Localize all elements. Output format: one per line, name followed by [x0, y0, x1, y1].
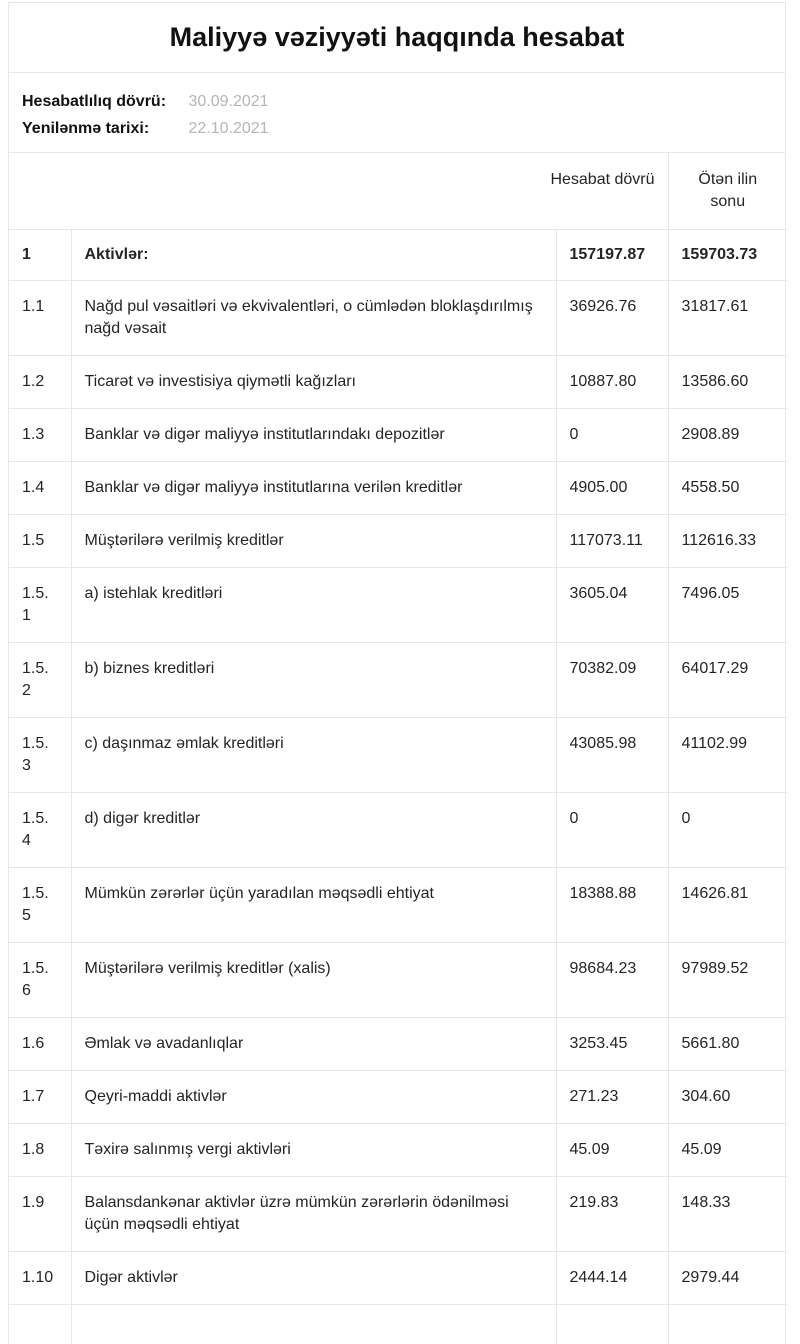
table-partial-next-row: [9, 1304, 787, 1344]
row-previous-value: 112616.33: [668, 514, 787, 567]
table-row: [9, 642, 787, 717]
row-description: Ticarət və investisiya qiymətli kağızları: [71, 355, 556, 408]
row-description: c) daşınmaz əmlak kreditləri: [71, 717, 556, 792]
row-description: Balansdankənar aktivlər üzrə mümkün zərərlərin ödənilməsi üçün məqsədli ehtiyat: [71, 1176, 556, 1251]
table-row: [9, 408, 787, 461]
row-previous-value: 14626.81: [668, 867, 787, 942]
balance-table-body: [9, 229, 787, 1304]
update-date-label: Yenilənmə tarixi:: [22, 120, 150, 137]
row-current-value: 3605.04: [556, 567, 668, 642]
row-number: 1.2: [9, 355, 71, 408]
row-previous-value: 5661.80: [668, 1017, 787, 1070]
report-meta: [9, 73, 785, 153]
row-number: 1: [9, 229, 71, 280]
row-number: 1.5.3: [9, 717, 71, 792]
table-row: [9, 1070, 787, 1123]
row-current-value: 18388.88: [556, 867, 668, 942]
reporting-period-line: [22, 88, 772, 115]
report-header: [9, 3, 785, 73]
row-current-value: 157197.87: [556, 229, 668, 280]
row-number: 1.9: [9, 1176, 71, 1251]
table-row: [9, 867, 787, 942]
row-number: 1.5.6: [9, 942, 71, 1017]
row-current-value: 45.09: [556, 1123, 668, 1176]
table-row: [9, 1017, 787, 1070]
clipped-cell: [9, 1304, 71, 1344]
row-description: Digər aktivlər: [71, 1251, 556, 1304]
update-date-value: 22.10.2021: [188, 120, 269, 137]
row-previous-value: 7496.05: [668, 567, 787, 642]
row-description: Təxirə salınmış vergi aktivləri: [71, 1123, 556, 1176]
row-current-value: 4905.00: [556, 461, 668, 514]
row-previous-value: 31817.61: [668, 280, 787, 355]
table-row: [9, 229, 787, 280]
row-previous-value: 41102.99: [668, 717, 787, 792]
row-description: Banklar və digər maliyyə institutlarındakı depozitlər: [71, 408, 556, 461]
row-previous-value: 13586.60: [668, 355, 787, 408]
clipped-cell: [668, 1304, 787, 1344]
row-number: 1.4: [9, 461, 71, 514]
row-previous-value: 64017.29: [668, 642, 787, 717]
row-number: 1.5.1: [9, 567, 71, 642]
table-row: [9, 355, 787, 408]
table-row: [9, 1123, 787, 1176]
row-previous-value: 0: [668, 792, 787, 867]
row-current-value: 10887.80: [556, 355, 668, 408]
row-number: 1.1: [9, 280, 71, 355]
row-previous-value: 2979.44: [668, 1251, 787, 1304]
row-current-value: 98684.23: [556, 942, 668, 1017]
row-description: Əmlak və avadanlıqlar: [71, 1017, 556, 1070]
column-header-previous-year-end: Ötən ilin sonu: [668, 153, 787, 229]
page-title: Maliyyə vəziyyəti haqqında hesabat: [169, 22, 625, 52]
row-previous-value: 4558.50: [668, 461, 787, 514]
row-description: Nağd pul vəsaitləri və ekvivalentləri, o cümlədən bloklaşdırılmış nağd vəsait: [71, 280, 556, 355]
row-number: 1.3: [9, 408, 71, 461]
row-previous-value: 159703.73: [668, 229, 787, 280]
row-description: Müştərilərə verilmiş kreditlər (xalis): [71, 942, 556, 1017]
table-row: [9, 717, 787, 792]
row-description: a) istehlak kreditləri: [71, 567, 556, 642]
row-description: Müştərilərə verilmiş kreditlər: [71, 514, 556, 567]
clipped-cell: [556, 1304, 668, 1344]
row-previous-value: 304.60: [668, 1070, 787, 1123]
table-header: [9, 153, 787, 229]
row-current-value: 271.23: [556, 1070, 668, 1123]
row-number: 1.5: [9, 514, 71, 567]
table-header-row: [9, 153, 787, 229]
row-number: 1.5.5: [9, 867, 71, 942]
table-row: [9, 1176, 787, 1251]
row-number: 1.6: [9, 1017, 71, 1070]
balance-sheet-table: [9, 153, 787, 1344]
row-previous-value: 2908.89: [668, 408, 787, 461]
row-description: Banklar və digər maliyyə institutlarına verilən kreditlər: [71, 461, 556, 514]
row-description: Mümkün zərərlər üçün yaradılan məqsədli ehtiyat: [71, 867, 556, 942]
row-number: 1.5.4: [9, 792, 71, 867]
table-row: [9, 280, 787, 355]
row-current-value: 219.83: [556, 1176, 668, 1251]
row-current-value: 117073.11: [556, 514, 668, 567]
table-row: [9, 942, 787, 1017]
row-previous-value: 45.09: [668, 1123, 787, 1176]
row-description: Qeyri-maddi aktivlər: [71, 1070, 556, 1123]
column-header-current-period: Hesabat dövrü: [9, 153, 668, 229]
reporting-period-label: Hesabatlılıq dövrü:: [22, 93, 167, 110]
row-previous-value: 97989.52: [668, 942, 787, 1017]
row-number: 1.7: [9, 1070, 71, 1123]
row-description: b) biznes kreditləri: [71, 642, 556, 717]
row-current-value: 0: [556, 408, 668, 461]
clipped-cell: [71, 1304, 556, 1344]
row-current-value: 2444.14: [556, 1251, 668, 1304]
row-current-value: 43085.98: [556, 717, 668, 792]
reporting-period-value: 30.09.2021: [188, 93, 269, 110]
table-row: [9, 567, 787, 642]
clipped-row: [9, 1304, 787, 1344]
row-current-value: 0: [556, 792, 668, 867]
row-description: d) digər kreditlər: [71, 792, 556, 867]
row-previous-value: 148.33: [668, 1176, 787, 1251]
financial-report: [8, 2, 786, 1344]
row-number: 1.8: [9, 1123, 71, 1176]
row-current-value: 3253.45: [556, 1017, 668, 1070]
update-date-line: [22, 115, 772, 142]
table-row: [9, 792, 787, 867]
table-row: [9, 461, 787, 514]
table-row: [9, 1251, 787, 1304]
row-current-value: 36926.76: [556, 280, 668, 355]
table-row: [9, 514, 787, 567]
row-current-value: 70382.09: [556, 642, 668, 717]
row-number: 1.5.2: [9, 642, 71, 717]
row-description: Aktivlər:: [71, 229, 556, 280]
row-number: 1.10: [9, 1251, 71, 1304]
